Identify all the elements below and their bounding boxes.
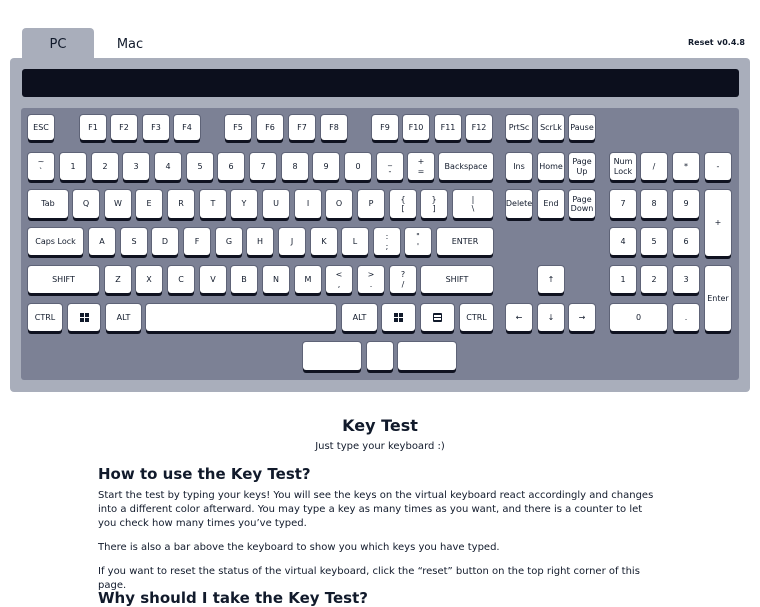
typed-keys-bar — [22, 69, 739, 97]
key-5-label: 5 — [197, 161, 203, 171]
key-t-label: T — [210, 199, 216, 209]
key-3-label: 3 — [133, 161, 139, 171]
key-f6[interactable] — [257, 115, 283, 140]
menu-icon — [433, 313, 442, 322]
key-numpad-4-label: 4 — [620, 236, 626, 246]
key-numpad-6-label: 6 — [683, 236, 689, 246]
key-backtick-label: ` — [39, 166, 43, 176]
key-tab[interactable] — [28, 190, 68, 218]
key-delete[interactable] — [506, 190, 532, 218]
key-delete-label: Delete — [505, 199, 533, 209]
reset-button[interactable]: Reset — [688, 38, 714, 47]
key-f9[interactable] — [372, 115, 398, 140]
key-numpad-subtract[interactable] — [705, 153, 731, 180]
why-heading: Why should I take the Key Test? — [98, 589, 368, 607]
key-numpad-multiply[interactable] — [673, 153, 699, 180]
key-pageup-label-2: Up — [576, 166, 588, 176]
key-f1-label: F1 — [88, 122, 98, 132]
key-prtsc[interactable] — [506, 115, 532, 140]
key-backspace-label: Backspace — [444, 161, 488, 171]
key-semicolon-shift-label: : — [385, 232, 389, 242]
key-a-label: A — [99, 236, 105, 246]
key-semicolon[interactable] — [374, 228, 400, 255]
key-4-label: 4 — [165, 161, 171, 171]
key-9[interactable] — [313, 153, 339, 180]
key-9-label: 9 — [323, 161, 329, 171]
key-f6-label: F6 — [265, 122, 275, 132]
key-left-ctrl[interactable] — [28, 304, 62, 331]
how-to-heading: How to use the Key Test? — [98, 465, 311, 483]
key-j-label: J — [290, 236, 294, 246]
key-right-bracket-label: ] — [432, 204, 436, 213]
key-backslash-shift-label: | — [471, 194, 475, 204]
key-period-shift-label: > — [367, 270, 375, 280]
key-numpad-divide-label: / — [652, 161, 656, 171]
key-equal-shift-label: + — [417, 157, 425, 167]
key-backtick[interactable] — [28, 153, 54, 180]
key-slash[interactable] — [390, 266, 416, 293]
key-numlock-label-1: Num — [613, 157, 633, 167]
key-left-win[interactable] — [68, 304, 100, 331]
key-q[interactable] — [73, 190, 99, 218]
key-b-label: B — [241, 274, 247, 284]
key-7[interactable] — [250, 153, 276, 180]
key-f11[interactable] — [435, 115, 461, 140]
key-ins-label: Ins — [513, 161, 525, 171]
key-tab-label: Tab — [41, 199, 55, 209]
key-f9-label: F9 — [380, 122, 390, 132]
key-right-ctrl[interactable] — [460, 304, 493, 331]
key-numpad-add[interactable] — [705, 190, 731, 256]
tab-pc[interactable] — [22, 28, 94, 60]
key-numpad-1-label: 1 — [620, 274, 626, 284]
key-o[interactable] — [326, 190, 352, 218]
arrow-left-icon: ← — [515, 312, 523, 322]
key-s[interactable] — [121, 228, 147, 255]
key-arrow-right[interactable] — [569, 304, 595, 331]
key-numpad-decimal-label: . — [684, 312, 688, 322]
key-d[interactable] — [152, 228, 178, 255]
key-y[interactable] — [231, 190, 257, 218]
key-q-label: Q — [82, 199, 90, 209]
key-end[interactable] — [538, 190, 564, 218]
key-f2[interactable] — [111, 115, 137, 140]
key-numlock-label-2: Lock — [613, 166, 633, 176]
key-comma[interactable] — [326, 266, 352, 293]
key-quote[interactable] — [405, 228, 431, 255]
key-f8[interactable] — [321, 115, 347, 140]
key-comma-shift-label: < — [335, 270, 343, 280]
key-space[interactable] — [146, 304, 336, 331]
key-s-label: S — [131, 236, 137, 246]
key-right-alt[interactable] — [342, 304, 377, 331]
key-1-label: 1 — [70, 161, 76, 171]
key-f10-label: F10 — [408, 122, 424, 132]
key-left-ctrl-label: CTRL — [34, 312, 56, 322]
key-ins[interactable] — [506, 153, 532, 180]
key-backtick-shift-label: ~ — [37, 157, 45, 167]
key-c[interactable] — [168, 266, 194, 293]
key-a[interactable] — [89, 228, 115, 255]
key-g-label: G — [225, 236, 233, 246]
key-f-label: F — [194, 236, 200, 246]
key-left-shift-label: SHIFT — [52, 274, 75, 284]
key-f1[interactable] — [80, 115, 106, 140]
key-f10[interactable] — [403, 115, 429, 140]
key-arrow-up[interactable] — [538, 266, 564, 293]
key-numpad-1[interactable] — [610, 266, 636, 293]
key-numpad-2[interactable] — [641, 266, 667, 293]
key-d-label: D — [161, 236, 169, 246]
key-left-alt[interactable] — [106, 304, 141, 331]
key-w-label: W — [114, 199, 122, 209]
key-7-label: 7 — [260, 161, 266, 171]
windows-icon — [394, 313, 403, 322]
key-left-bracket-shift-label: { — [400, 194, 406, 204]
key-numpad-8[interactable] — [641, 190, 667, 218]
key-e[interactable] — [136, 190, 162, 218]
key-h[interactable] — [247, 228, 273, 255]
key-numpad-7-label: 7 — [620, 199, 626, 209]
key-u-label: U — [273, 199, 279, 209]
key-right-win[interactable] — [382, 304, 415, 331]
key-f12-label: F12 — [471, 122, 487, 132]
key-numpad-enter[interactable] — [705, 266, 731, 331]
key-left-shift[interactable] — [28, 266, 99, 293]
key-j[interactable] — [279, 228, 305, 255]
key-right-shift-label: SHIFT — [445, 274, 469, 284]
mouse-right-button[interactable] — [398, 342, 456, 370]
key-backslash-label: \ — [471, 204, 475, 213]
key-numpad-enter-label: Enter — [707, 293, 729, 303]
key-numpad-5[interactable] — [641, 228, 667, 255]
key-o-label: O — [335, 199, 343, 209]
key-home[interactable] — [538, 153, 564, 180]
key-backslash[interactable] — [453, 190, 493, 218]
key-numpad-9[interactable] — [673, 190, 699, 218]
key-semicolon-label: ; — [385, 241, 389, 251]
key-pagedown[interactable] — [569, 190, 595, 218]
key-arrow-down[interactable] — [538, 304, 564, 331]
key-pageup-label-1: Page — [572, 157, 592, 167]
key-numpad-subtract-label: - — [716, 161, 720, 171]
key-right-bracket[interactable] — [421, 190, 447, 218]
key-numpad-8-label: 8 — [651, 199, 657, 209]
key-quote-label: ' — [416, 241, 420, 251]
key-esc-label: ESC — [33, 122, 49, 132]
version-label: v0.4.8 — [717, 38, 745, 47]
key-f5-label: F5 — [233, 122, 243, 132]
key-pagedown-label-2: Down — [570, 204, 594, 213]
key-z[interactable] — [105, 266, 131, 293]
key-p[interactable] — [358, 190, 384, 218]
key-f5[interactable] — [225, 115, 251, 140]
mouse-middle-button[interactable] — [367, 342, 393, 370]
key-z-label: Z — [115, 274, 121, 284]
key-f7-label: F7 — [297, 122, 307, 132]
page-subtitle: Just type your keyboard :) — [315, 441, 445, 452]
how-to-paragraph-1: Start the test by typing your keys! You will see the keys on the virtual keyboard react accordingly and changes into a different color afterward. You may type a key as many times as you want, and there is a counter to let you check how many times you’ve typed. — [98, 490, 654, 529]
tab-mac[interactable] — [94, 28, 166, 60]
key-v[interactable] — [200, 266, 226, 293]
key-l[interactable] — [342, 228, 368, 255]
key-right-ctrl-label: CTRL — [466, 312, 487, 322]
key-left-bracket-label: [ — [401, 204, 405, 213]
tab-pc-label: PC — [49, 36, 67, 52]
key-equal[interactable] — [408, 153, 434, 180]
key-f3-label: F3 — [151, 122, 161, 132]
key-prtsc-label: PrtSc — [508, 122, 530, 132]
arrow-down-icon: ↓ — [547, 312, 555, 322]
key-x-label: X — [146, 274, 152, 284]
key-numpad-multiply-label: * — [684, 161, 688, 171]
key-f4-label: F4 — [182, 122, 192, 132]
key-numpad-9-label: 9 — [683, 199, 689, 209]
key-n[interactable] — [263, 266, 289, 293]
arrow-up-icon: ↑ — [547, 274, 555, 284]
key-menu[interactable] — [421, 304, 454, 331]
key-slash-shift-label: ? — [400, 270, 406, 280]
key-slash-label: / — [401, 279, 405, 289]
key-f2-label: F2 — [119, 122, 129, 132]
key-arrow-left[interactable] — [506, 304, 532, 331]
key-k[interactable] — [311, 228, 337, 255]
key-m-label: M — [304, 274, 312, 284]
key-8-label: 8 — [292, 161, 298, 171]
key-pagedown-label-1: Page — [572, 194, 592, 204]
key-minus[interactable] — [377, 153, 403, 180]
windows-icon — [80, 313, 89, 322]
key-c-label: C — [178, 274, 184, 284]
key-0[interactable] — [345, 153, 371, 180]
key-numpad-0-label: 0 — [635, 312, 642, 322]
key-backspace[interactable] — [439, 153, 493, 180]
key-k-label: K — [321, 236, 327, 246]
key-b[interactable] — [231, 266, 257, 293]
tab-mac-label: Mac — [116, 36, 144, 52]
key-n-label: N — [273, 274, 279, 284]
key-m[interactable] — [295, 266, 321, 293]
key-end-label: End — [543, 199, 559, 209]
key-f4[interactable] — [174, 115, 200, 140]
key-0-label: 0 — [355, 161, 361, 171]
key-r[interactable] — [168, 190, 194, 218]
key-right-alt-label: ALT — [352, 312, 367, 322]
key-f12[interactable] — [466, 115, 492, 140]
key-numpad-5-label: 5 — [651, 236, 657, 246]
key-t[interactable] — [200, 190, 226, 218]
key-g[interactable] — [216, 228, 242, 255]
how-to-paragraph-2: There is also a bar above the keyboard to show you which keys you have typed. — [98, 542, 500, 553]
key-2[interactable] — [92, 153, 118, 180]
key-comma-label: , — [337, 279, 341, 289]
key-period[interactable] — [358, 266, 384, 293]
key-f8-label: F8 — [329, 122, 339, 132]
key-numpad-2-label: 2 — [651, 274, 657, 284]
key-l-label: L — [352, 236, 358, 246]
key-e-label: E — [146, 199, 152, 209]
key-8[interactable] — [282, 153, 308, 180]
key-capslock[interactable] — [28, 228, 83, 255]
key-left-alt-label: ALT — [116, 312, 131, 322]
key-y-label: Y — [241, 199, 247, 209]
key-f[interactable] — [184, 228, 210, 255]
key-right-bracket-shift-label: } — [431, 194, 437, 204]
key-pause[interactable] — [569, 115, 595, 140]
arrow-right-icon: → — [578, 312, 586, 322]
key-enter[interactable] — [437, 228, 493, 255]
key-right-shift[interactable] — [421, 266, 493, 293]
key-numpad-6[interactable] — [673, 228, 699, 255]
key-quote-shift-label: " — [416, 232, 420, 242]
key-left-bracket[interactable] — [390, 190, 416, 218]
key-h-label: H — [256, 236, 263, 246]
key-numpad-divide[interactable] — [641, 153, 667, 180]
key-equal-label: = — [417, 166, 425, 176]
key-esc[interactable] — [28, 115, 54, 140]
key-r-label: R — [178, 199, 184, 209]
key-pageup[interactable] — [569, 153, 595, 180]
key-p-label: P — [368, 199, 374, 209]
key-numpad-4[interactable] — [610, 228, 636, 255]
key-enter-label: ENTER — [451, 236, 479, 246]
key-i[interactable] — [295, 190, 321, 218]
key-numpad-7[interactable] — [610, 190, 636, 218]
key-f11-label: F11 — [440, 122, 456, 132]
key-u[interactable] — [263, 190, 289, 218]
key-w[interactable] — [105, 190, 131, 218]
mouse-left-button[interactable] — [303, 342, 361, 370]
key-v-label: V — [210, 274, 216, 284]
key-numpad-add-label: + — [714, 218, 722, 228]
key-numpad-3-label: 3 — [683, 274, 689, 284]
key-pause-label: Pause — [570, 122, 594, 132]
key-f7[interactable] — [289, 115, 315, 140]
key-5[interactable] — [187, 153, 213, 180]
key-scrlk[interactable] — [538, 115, 564, 140]
key-6-label: 6 — [228, 161, 234, 171]
key-minus-shift-label: _ — [388, 157, 392, 167]
key-numpad-decimal[interactable] — [673, 304, 699, 331]
key-3[interactable] — [123, 153, 149, 180]
key-numlock[interactable] — [610, 153, 636, 180]
key-x[interactable] — [136, 266, 162, 293]
key-2-label: 2 — [102, 161, 108, 171]
page-title: Key Test — [342, 416, 418, 435]
key-6[interactable] — [218, 153, 244, 180]
key-numpad-0[interactable] — [610, 304, 667, 331]
key-minus-label: - — [388, 166, 392, 176]
key-scrlk-label: ScrLk — [540, 122, 562, 132]
key-period-label: . — [369, 279, 373, 289]
key-home-label: Home — [539, 161, 563, 171]
how-to-paragraph-3: If you want to reset the status of the virtual keyboard, click the “reset” button on the top right corner of this page. — [98, 566, 640, 591]
key-i-label: I — [306, 199, 310, 209]
key-f3[interactable] — [143, 115, 169, 140]
key-capslock-label: Caps Lock — [35, 236, 76, 246]
key-numpad-3[interactable] — [673, 266, 699, 293]
key-4[interactable] — [155, 153, 181, 180]
key-1[interactable] — [60, 153, 86, 180]
